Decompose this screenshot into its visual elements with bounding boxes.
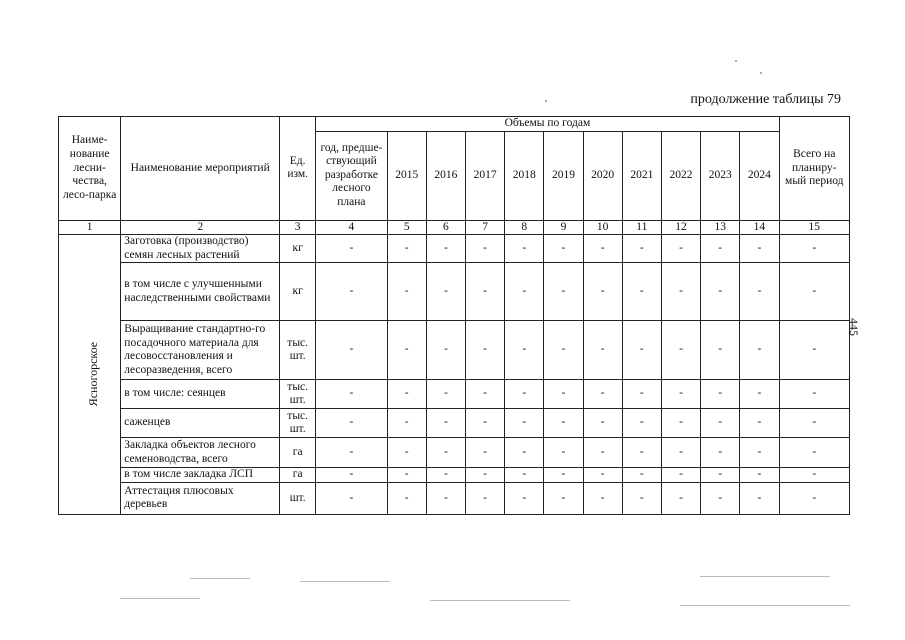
- value-cell: -: [701, 468, 740, 483]
- value-cell: -: [505, 438, 544, 468]
- value-cell: -: [426, 468, 465, 483]
- value-cell: -: [622, 438, 661, 468]
- value-cell: -: [426, 263, 465, 321]
- value-cell: -: [387, 263, 426, 321]
- header-year: 2018: [505, 131, 544, 220]
- header-year: 2017: [465, 131, 504, 220]
- forestry-activities-table: [58, 116, 850, 515]
- value-cell: -: [661, 482, 700, 514]
- value-cell: -: [465, 468, 504, 483]
- value-cell: -: [779, 263, 849, 321]
- activity-name: в том числе с улучшенными наследственными свойствами: [121, 263, 280, 321]
- value-cell: -: [387, 482, 426, 514]
- header-year: 2022: [661, 131, 700, 220]
- value-cell: -: [316, 438, 387, 468]
- value-cell: -: [701, 409, 740, 438]
- header-year: 2016: [426, 131, 465, 220]
- unit-cell: тыс. шт.: [280, 409, 316, 438]
- activity-name: Выращивание стандартно-го посадочного материала для лесовосстановления и лесоразведения, всего: [121, 321, 280, 380]
- activity-name: Закладка объектов лесного семеноводства, всего: [121, 438, 280, 468]
- value-cell: -: [583, 321, 622, 380]
- unit-cell: шт.: [280, 482, 316, 514]
- value-cell: -: [779, 438, 849, 468]
- value-cell: -: [661, 263, 700, 321]
- value-cell: -: [387, 468, 426, 483]
- page-number: 445: [847, 318, 861, 336]
- forestry-name: Ясногорское: [86, 341, 101, 406]
- column-number: 3: [280, 220, 316, 235]
- activity-name: в том числе закладка ЛСП: [121, 468, 280, 483]
- value-cell: -: [622, 321, 661, 380]
- scan-noise: [760, 72, 762, 74]
- column-number: 14: [740, 220, 779, 235]
- table-row: [59, 235, 850, 263]
- value-cell: -: [505, 409, 544, 438]
- value-cell: -: [316, 409, 387, 438]
- activity-name: саженцев: [121, 409, 280, 438]
- value-cell: -: [661, 380, 700, 409]
- value-cell: -: [465, 438, 504, 468]
- value-cell: -: [779, 380, 849, 409]
- value-cell: -: [661, 468, 700, 483]
- value-cell: -: [583, 235, 622, 263]
- value-cell: -: [740, 321, 779, 380]
- value-cell: -: [779, 482, 849, 514]
- value-cell: -: [544, 263, 583, 321]
- activity-name: в том числе: сеянцев: [121, 380, 280, 409]
- value-cell: -: [544, 482, 583, 514]
- value-cell: -: [583, 438, 622, 468]
- header-prior-year: год, предше-ствующий разработке лесного плана: [316, 131, 387, 220]
- value-cell: -: [701, 263, 740, 321]
- value-cell: -: [583, 482, 622, 514]
- value-cell: -: [740, 409, 779, 438]
- column-number: 5: [387, 220, 426, 235]
- value-cell: -: [426, 438, 465, 468]
- table-row: [59, 263, 850, 321]
- column-number: 1: [59, 220, 121, 235]
- table-caption: продолжение таблицы 79: [690, 92, 841, 107]
- value-cell: -: [426, 380, 465, 409]
- value-cell: -: [544, 409, 583, 438]
- value-cell: -: [701, 438, 740, 468]
- value-cell: -: [701, 380, 740, 409]
- value-cell: -: [426, 482, 465, 514]
- header-activity: Наименование мероприятий: [121, 117, 280, 221]
- unit-cell: тыс. шт.: [280, 321, 316, 380]
- unit-cell: кг: [280, 235, 316, 263]
- table-row: [59, 468, 850, 483]
- column-number: 2: [121, 220, 280, 235]
- column-number: 4: [316, 220, 387, 235]
- header-forestry: Наиме-нование лесни-чества, лесо-парка: [59, 117, 121, 221]
- header-year: 2019: [544, 131, 583, 220]
- activity-name: Заготовка (производство) семян лесных растений: [121, 235, 280, 263]
- value-cell: -: [505, 321, 544, 380]
- value-cell: -: [740, 235, 779, 263]
- table-row: [59, 482, 850, 514]
- value-cell: -: [544, 235, 583, 263]
- value-cell: -: [661, 321, 700, 380]
- value-cell: -: [701, 235, 740, 263]
- value-cell: -: [661, 235, 700, 263]
- scan-noise: [735, 60, 737, 62]
- value-cell: -: [505, 482, 544, 514]
- unit-cell: тыс. шт.: [280, 380, 316, 409]
- scan-noise: [190, 578, 250, 579]
- value-cell: -: [387, 438, 426, 468]
- column-number: 10: [583, 220, 622, 235]
- column-number: 6: [426, 220, 465, 235]
- value-cell: -: [465, 321, 504, 380]
- value-cell: -: [544, 380, 583, 409]
- header-total: Всего на планиру-мый период: [779, 117, 849, 221]
- value-cell: -: [583, 468, 622, 483]
- value-cell: -: [740, 380, 779, 409]
- header-year: 2023: [701, 131, 740, 220]
- column-number: 13: [701, 220, 740, 235]
- value-cell: -: [316, 321, 387, 380]
- value-cell: -: [387, 235, 426, 263]
- value-cell: -: [465, 263, 504, 321]
- value-cell: -: [779, 409, 849, 438]
- unit-cell: га: [280, 468, 316, 483]
- column-number: 15: [779, 220, 849, 235]
- value-cell: -: [622, 468, 661, 483]
- value-cell: -: [779, 321, 849, 380]
- value-cell: -: [622, 235, 661, 263]
- value-cell: -: [583, 409, 622, 438]
- value-cell: -: [740, 482, 779, 514]
- value-cell: -: [387, 321, 426, 380]
- header-volumes-by-year: Объемы по годам: [316, 117, 779, 132]
- header-year: 2015: [387, 131, 426, 220]
- value-cell: -: [740, 468, 779, 483]
- value-cell: -: [316, 235, 387, 263]
- value-cell: -: [465, 380, 504, 409]
- value-cell: -: [316, 263, 387, 321]
- value-cell: -: [465, 482, 504, 514]
- column-number: 7: [465, 220, 504, 235]
- value-cell: -: [544, 438, 583, 468]
- value-cell: -: [465, 235, 504, 263]
- unit-cell: га: [280, 438, 316, 468]
- activity-name: Аттестация плюсовых деревьев: [121, 482, 280, 514]
- header-year: 2021: [622, 131, 661, 220]
- value-cell: -: [622, 482, 661, 514]
- value-cell: -: [622, 263, 661, 321]
- value-cell: -: [779, 235, 849, 263]
- value-cell: -: [426, 235, 465, 263]
- value-cell: -: [583, 380, 622, 409]
- value-cell: -: [426, 409, 465, 438]
- scan-noise: [120, 598, 200, 599]
- column-number: 8: [505, 220, 544, 235]
- value-cell: -: [316, 482, 387, 514]
- table-row: [59, 438, 850, 468]
- value-cell: -: [426, 321, 465, 380]
- value-cell: -: [701, 482, 740, 514]
- value-cell: -: [505, 468, 544, 483]
- table-row: [59, 380, 850, 409]
- value-cell: -: [505, 263, 544, 321]
- value-cell: -: [505, 235, 544, 263]
- value-cell: -: [661, 409, 700, 438]
- value-cell: -: [387, 409, 426, 438]
- value-cell: -: [740, 263, 779, 321]
- scan-noise: [300, 581, 390, 582]
- value-cell: -: [316, 380, 387, 409]
- value-cell: -: [701, 321, 740, 380]
- value-cell: -: [583, 263, 622, 321]
- table-row: [59, 409, 850, 438]
- value-cell: -: [622, 409, 661, 438]
- value-cell: -: [740, 438, 779, 468]
- column-number: 12: [661, 220, 700, 235]
- scan-noise: [430, 600, 570, 601]
- column-number: 11: [622, 220, 661, 235]
- scan-noise: [680, 605, 850, 606]
- value-cell: -: [505, 380, 544, 409]
- value-cell: -: [661, 438, 700, 468]
- value-cell: -: [779, 468, 849, 483]
- value-cell: -: [622, 380, 661, 409]
- forestry-name-cell: [59, 235, 121, 515]
- scan-noise: [700, 576, 830, 577]
- scan-noise: [545, 100, 547, 102]
- header-unit: Ед. изм.: [280, 117, 316, 221]
- value-cell: -: [316, 468, 387, 483]
- unit-cell: кг: [280, 263, 316, 321]
- value-cell: -: [387, 380, 426, 409]
- table-row: [59, 321, 850, 380]
- header-year: 2024: [740, 131, 779, 220]
- header-year: 2020: [583, 131, 622, 220]
- value-cell: -: [465, 409, 504, 438]
- value-cell: -: [544, 468, 583, 483]
- column-number: 9: [544, 220, 583, 235]
- value-cell: -: [544, 321, 583, 380]
